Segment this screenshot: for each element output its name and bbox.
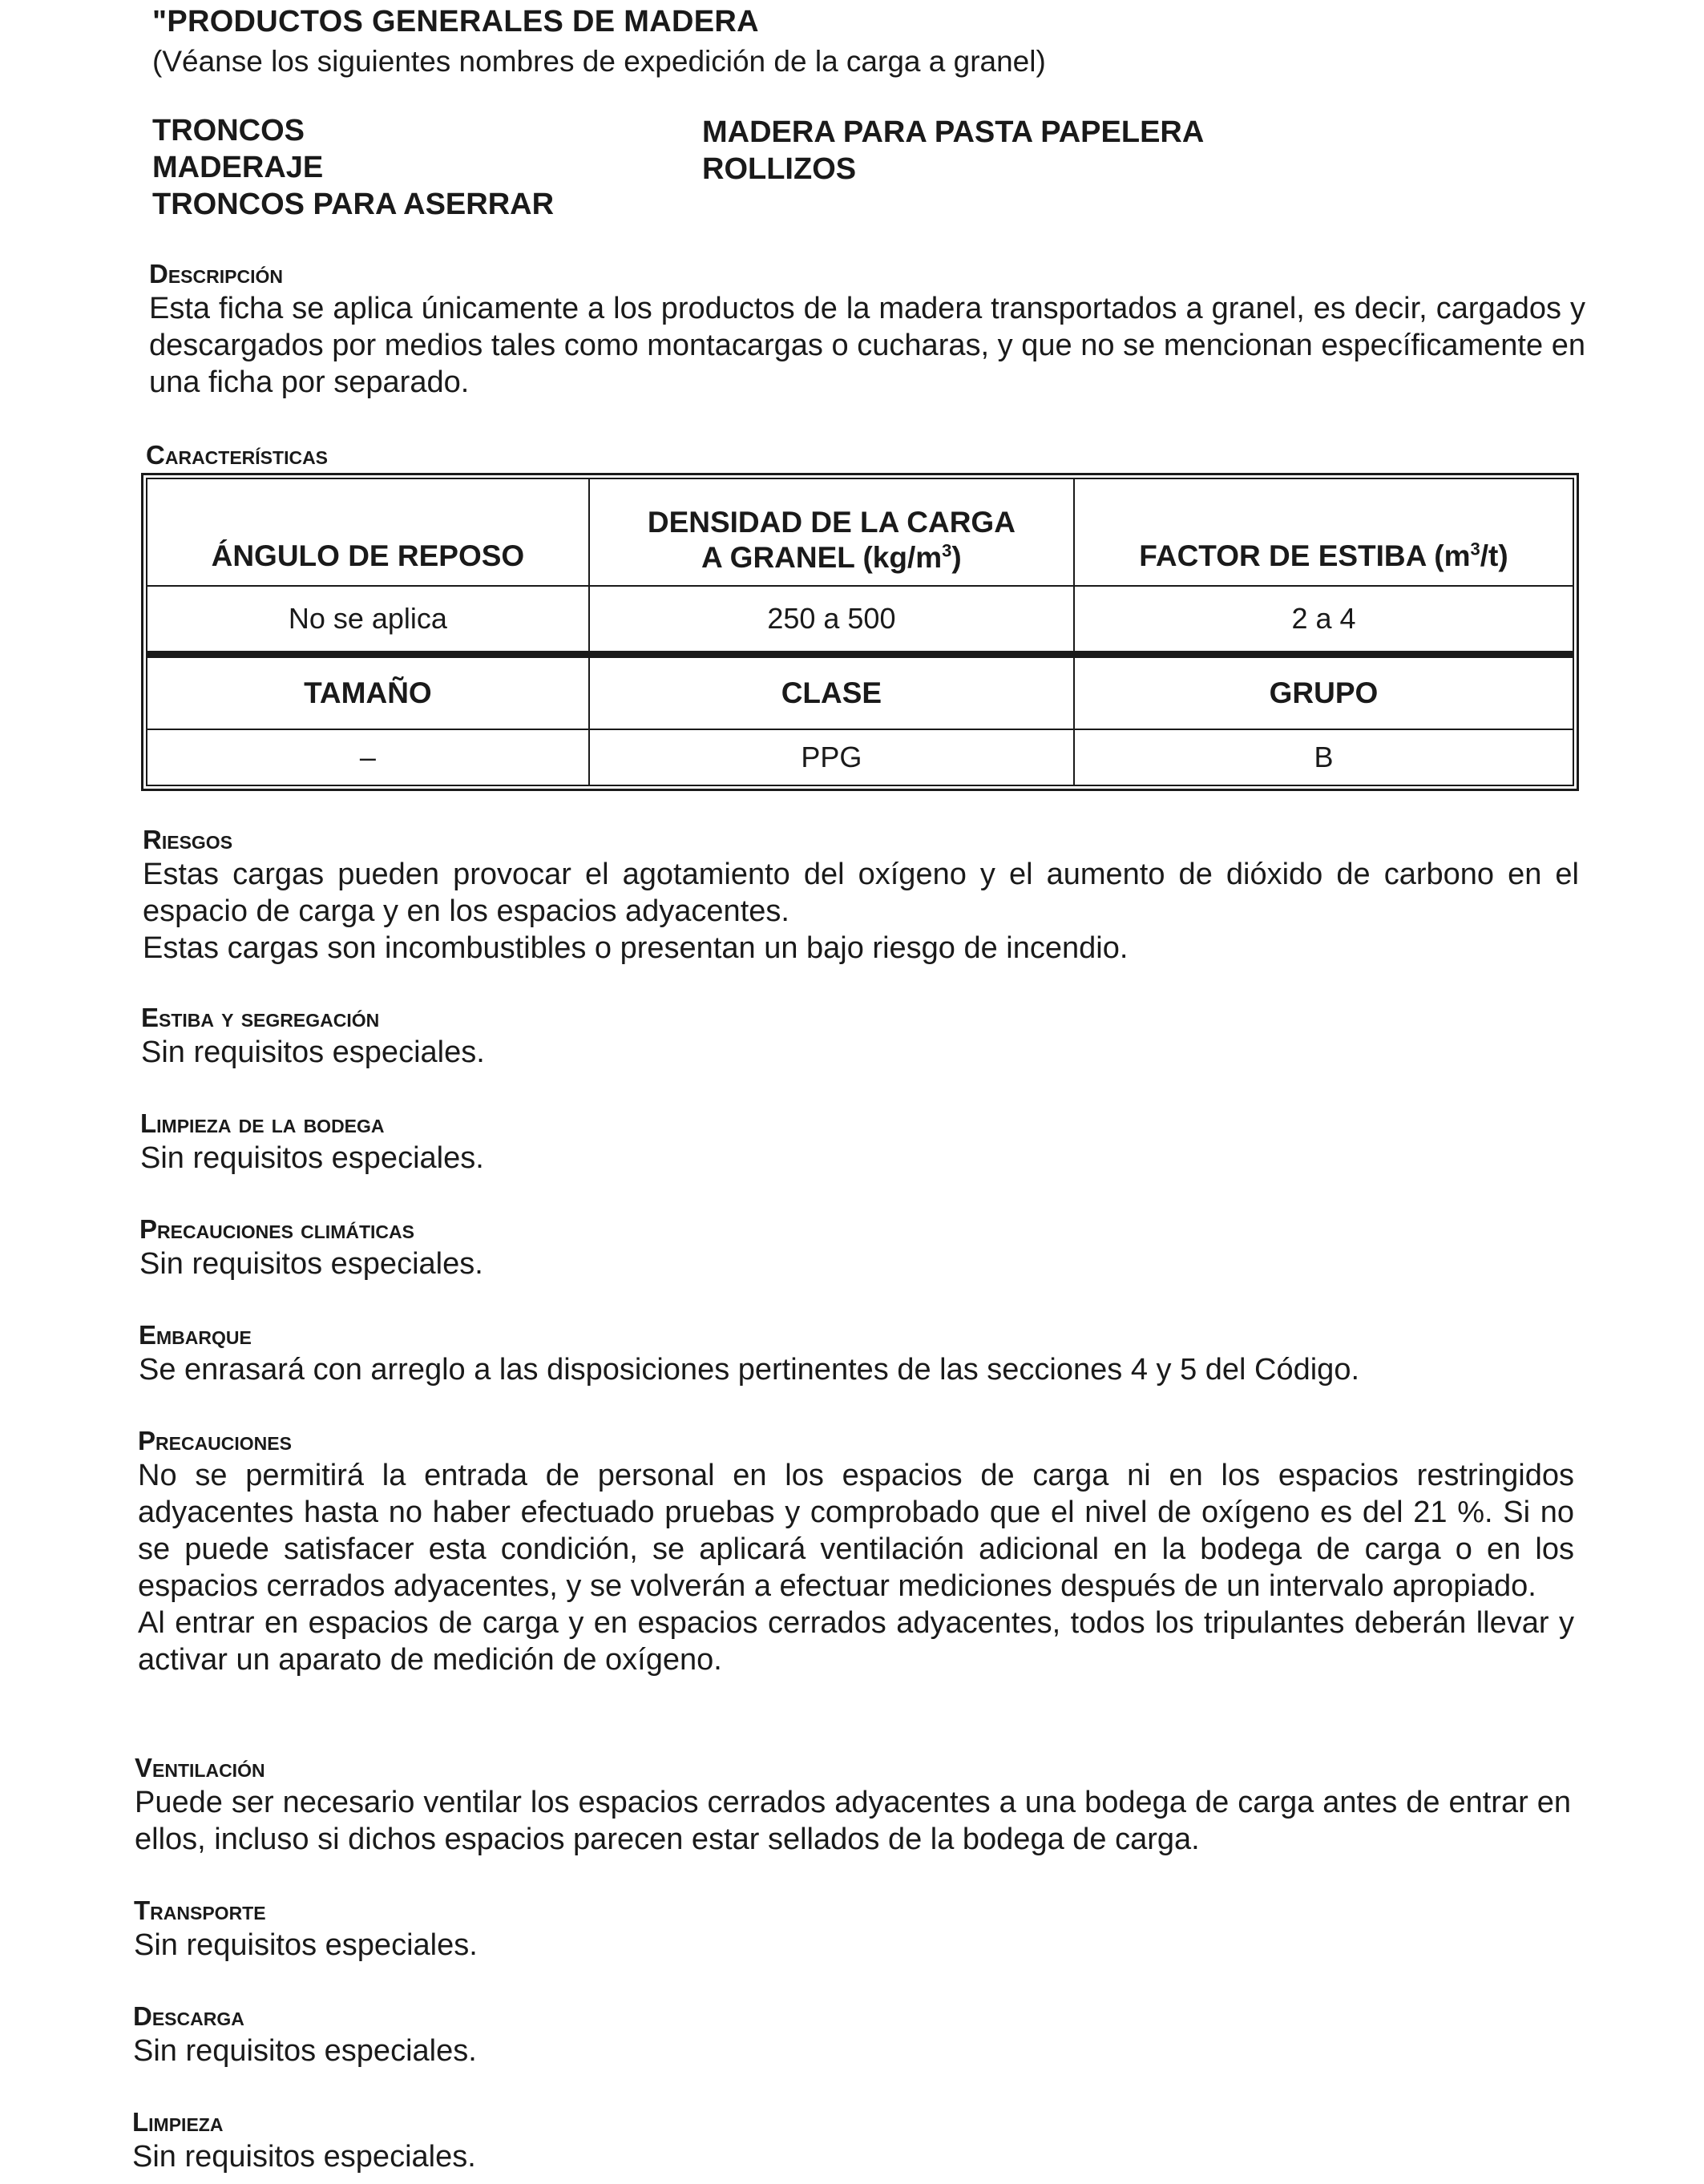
cell-text: DENSIDAD DE LA CARGA — [647, 506, 1016, 539]
section-body: Sin requisitos especiales. — [132, 2140, 476, 2174]
cell-tamano-value: – — [147, 729, 589, 785]
superscript: 3 — [942, 540, 952, 561]
shipping-name: TRONCOS PARA ASERRAR — [152, 188, 555, 221]
table-row — [147, 586, 1573, 655]
section-ventilacion — [135, 1752, 1571, 1858]
section-heading: Limpieza — [132, 2107, 224, 2137]
section-heading: Embarque — [139, 1320, 252, 1350]
table-row — [147, 478, 1573, 586]
section-precauciones — [138, 1425, 1574, 1678]
characteristics-table — [141, 473, 1579, 791]
header-densidad — [589, 478, 1074, 586]
section-body: Se enrasará con arreglo a las disposiciones pertinentes de las secciones 4 y 5 del Código. — [139, 1353, 1360, 1387]
section-riesgos — [143, 824, 1579, 967]
table-row — [147, 655, 1573, 730]
section-heading: Riesgos — [143, 825, 233, 854]
cell-grupo-value: B — [1074, 729, 1573, 785]
section-body: Sin requisitos especiales. — [141, 1035, 485, 1069]
paragraph: Esta ficha se aplica únicamente a los productos de la madera transportados a granel, es decir, cargados y descargados por medios tales como montacargas o cucharas, y que no se mencionan específicamente en una ficha por separado. — [149, 292, 1585, 399]
cell-text: ) — [951, 541, 962, 574]
table-row — [147, 729, 1573, 785]
shipping-name: TRONCOS — [152, 114, 305, 147]
cell-angulo-value: No se aplica — [147, 586, 589, 655]
shipping-name: MADERAJE — [152, 151, 324, 184]
section-heading: Precauciones climáticas — [139, 1214, 414, 1244]
section-body: Sin requisitos especiales. — [134, 1928, 478, 1962]
section-descripcion — [149, 258, 1585, 401]
paragraph: Al entrar en espacios de carga y en espacios cerrados adyacentes, todos los tripulantes deberán llevar y activar un aparato de medición de oxígeno. — [138, 1606, 1574, 1677]
cell-clase-value: PPG — [589, 729, 1074, 785]
section-heading: Precauciones — [138, 1426, 292, 1455]
section-estiba — [141, 1002, 1577, 1071]
section-body: Sin requisitos especiales. — [140, 1141, 484, 1175]
shipping-names-right — [702, 114, 1204, 188]
section-body — [138, 1457, 1574, 1678]
header-angulo-reposo — [147, 478, 589, 586]
cell-text: ÁNGULO DE REPOSO — [211, 539, 525, 572]
paragraph: Estas cargas son incombustibles o presentan un bajo riesgo de incendio. — [143, 931, 1129, 965]
header-clase: CLASE — [589, 655, 1074, 730]
section-heading: Descripción — [149, 259, 283, 289]
paragraph: Estas cargas pueden provocar el agotamiento del oxígeno y el aumento de dióxido de carbono en el espacio de carga y en los espacios adyacentes. — [143, 858, 1579, 928]
section-precauciones-climaticas — [139, 1213, 1576, 1282]
cell-factor-value: 2 a 4 — [1074, 586, 1573, 655]
section-transporte — [134, 1895, 1570, 1964]
section-heading: Características — [146, 440, 329, 470]
document-title: "PRODUCTOS GENERALES DE MADERA — [152, 5, 759, 38]
section-body: Sin requisitos especiales. — [139, 1247, 483, 1281]
section-embarque — [139, 1319, 1575, 1388]
section-caracteristicas — [146, 439, 1582, 471]
header-tamano: TAMAÑO — [147, 655, 589, 730]
superscript: 3 — [1470, 539, 1480, 559]
section-heading: Ventilación — [135, 1753, 265, 1782]
section-body: Sin requisitos especiales. — [133, 2034, 477, 2068]
cell-text: FACTOR DE ESTIBA (m — [1139, 539, 1471, 572]
cell-text: /t) — [1480, 539, 1508, 572]
section-heading: Descarga — [133, 2001, 244, 2031]
section-body — [149, 290, 1585, 401]
cell-densidad-value: 250 a 500 — [589, 586, 1074, 655]
cell-text: A GRANEL (kg/m — [701, 541, 943, 574]
section-body — [143, 856, 1579, 967]
shipping-name: ROLLIZOS — [702, 152, 857, 186]
shipping-name: MADERA PARA PASTA PAPELERA — [702, 115, 1205, 149]
header-factor-estiba — [1074, 478, 1573, 586]
section-descarga — [133, 2000, 1569, 2069]
section-heading: Transporte — [134, 1895, 266, 1925]
section-limpieza-bodega — [140, 1108, 1577, 1177]
section-body: Puede ser necesario ventilar los espacios cerrados adyacentes a una bodega de carga antes de entrar en ellos, incluso si dichos espacios parecen estar sellados de la bodega de carga. — [135, 1786, 1571, 1856]
section-heading: Estiba y segregación — [141, 1003, 380, 1032]
paragraph: No se permitirá la entrada de personal en los espacios de carga ni en los espacios restringidos adyacentes hasta no haber efectuado pruebas y comprobado que el nivel de oxígeno es del 21 %. Si no se puede satisfacer esta condición, se aplicará ventilación adicional en la bodega de carga o en los espacios cerrados adyacentes, y se volverán a efectuar mediciones después de un intervalo apropiado. — [138, 1459, 1574, 1603]
section-limpieza — [132, 2106, 1569, 2175]
document-subtitle: (Véanse los siguientes nombres de expedición de la carga a granel) — [152, 45, 1046, 78]
shipping-names-left — [152, 112, 554, 223]
header-grupo: GRUPO — [1074, 655, 1573, 730]
section-heading: Limpieza de la bodega — [140, 1108, 385, 1138]
